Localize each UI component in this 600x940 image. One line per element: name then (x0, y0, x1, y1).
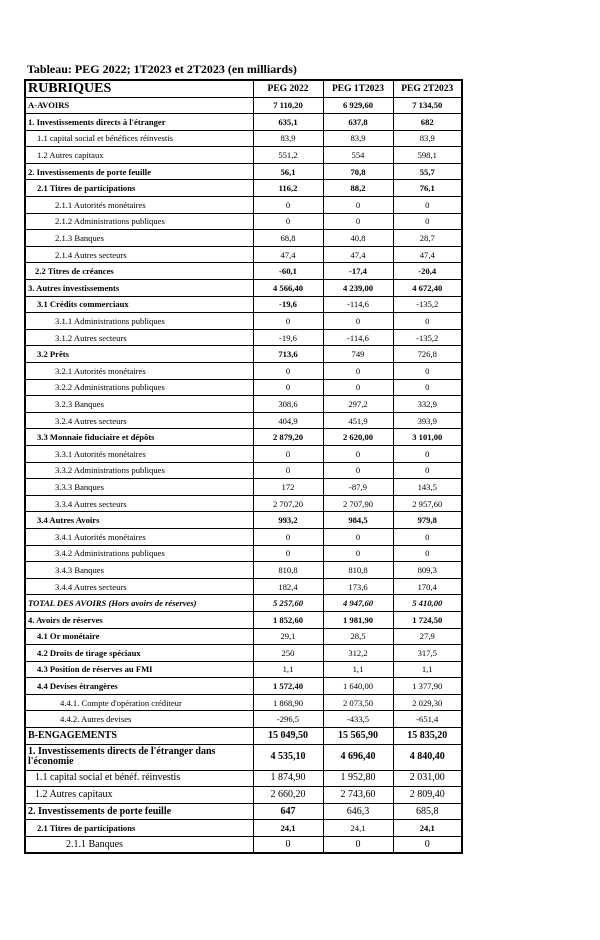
row-label: 2.1 Titres de participations (25, 180, 253, 197)
row-label: 4. Avoirs de réserves (25, 611, 253, 628)
table-row (25, 363, 462, 380)
value-peg-2022: 172 (253, 479, 323, 496)
row-label: 3.1 Crédits commerciaux (25, 296, 253, 313)
value-peg-1t2023: 637,8 (323, 114, 393, 131)
value-peg-2t2023: 979,8 (393, 512, 462, 529)
table-row (25, 346, 462, 363)
table-row (25, 429, 462, 446)
table-row (25, 562, 462, 579)
value-peg-2t2023: 0 (393, 528, 462, 545)
table-caption: Tableau: PEG 2022; 1T2023 et 2T2023 (en milliards) (27, 62, 297, 76)
value-peg-2t2023: 332,9 (393, 396, 462, 413)
value-peg-2t2023: 1 724,50 (393, 611, 462, 628)
value-peg-2022: -19,6 (253, 329, 323, 346)
value-peg-2022: 0 (253, 313, 323, 330)
value-peg-1t2023: 70,8 (323, 163, 393, 180)
table-row (25, 661, 462, 678)
table-row (25, 495, 462, 512)
value-peg-2022: 1 874,90 (253, 770, 323, 787)
value-peg-1t2023: 297,2 (323, 396, 393, 413)
value-peg-2022: 4 535,10 (253, 744, 323, 770)
value-peg-2022: 250 (253, 645, 323, 662)
table-row (25, 263, 462, 280)
value-peg-2022: 635,1 (253, 114, 323, 131)
value-peg-1t2023: 2 073,50 (323, 694, 393, 711)
value-peg-2022: 0 (253, 363, 323, 380)
table-row (25, 694, 462, 711)
row-label: 2.1.3 Banques (25, 230, 253, 247)
value-peg-2022: 0 (253, 213, 323, 230)
row-label: 2. Investissements de porte feuille (25, 803, 253, 820)
table-row (25, 628, 462, 645)
row-label: 4.4 Devises étrangères (25, 678, 253, 695)
value-peg-1t2023: 6 929,60 (323, 97, 393, 114)
value-peg-1t2023: -17,4 (323, 263, 393, 280)
table-row (25, 545, 462, 562)
value-peg-1t2023: 0 (323, 837, 393, 854)
value-peg-2022: 404,9 (253, 412, 323, 429)
table-row (25, 114, 462, 131)
value-peg-2t2023: -651,4 (393, 711, 462, 728)
table-body (25, 97, 462, 853)
value-peg-2022: 993,2 (253, 512, 323, 529)
value-peg-2022: 0 (253, 445, 323, 462)
row-label: 2. Investissements de porte feuille (25, 163, 253, 180)
value-peg-1t2023: 0 (323, 379, 393, 396)
value-peg-2t2023: 0 (393, 363, 462, 380)
row-label: 3. Autres investissements (25, 280, 253, 297)
value-peg-2022: 29,1 (253, 628, 323, 645)
header-peg-2t2023: PEG 2T2023 (393, 80, 462, 97)
value-peg-2t2023: 0 (393, 445, 462, 462)
value-peg-2t2023: 2 809,40 (393, 787, 462, 804)
value-peg-2022: 47,4 (253, 246, 323, 263)
value-peg-2t2023: -135,2 (393, 329, 462, 346)
value-peg-2t2023: 317,5 (393, 645, 462, 662)
value-peg-1t2023: 0 (323, 363, 393, 380)
value-peg-2t2023: 27,9 (393, 628, 462, 645)
row-label: 2.2 Titres de créances (25, 263, 253, 280)
value-peg-2022: 2 707,20 (253, 495, 323, 512)
value-peg-2022: 0 (253, 545, 323, 562)
value-peg-2022: 83,9 (253, 130, 323, 147)
value-peg-2t2023: 0 (393, 313, 462, 330)
value-peg-1t2023: 984,5 (323, 512, 393, 529)
value-peg-1t2023: 1 981,90 (323, 611, 393, 628)
value-peg-2t2023: 47,4 (393, 246, 462, 263)
peg-table (24, 79, 463, 854)
table-row (25, 180, 462, 197)
table-row (25, 246, 462, 263)
table-row (25, 213, 462, 230)
table-row (25, 379, 462, 396)
value-peg-1t2023: 1 640,00 (323, 678, 393, 695)
row-label: 2.1.1 Banques (25, 837, 253, 854)
value-peg-1t2023: 24,1 (323, 820, 393, 837)
value-peg-1t2023: 15 565,90 (323, 728, 393, 745)
value-peg-1t2023: 2 620,00 (323, 429, 393, 446)
table-row (25, 130, 462, 147)
row-label: 4.2 Droits de tirage spéciaux (25, 645, 253, 662)
value-peg-2t2023: 0 (393, 197, 462, 214)
value-peg-2t2023: -135,2 (393, 296, 462, 313)
value-peg-2t2023: 2 031,00 (393, 770, 462, 787)
value-peg-2022: 0 (253, 462, 323, 479)
value-peg-2t2023: 0 (393, 379, 462, 396)
value-peg-2022: 5 257,60 (253, 595, 323, 612)
table-row (25, 462, 462, 479)
value-peg-2t2023: 5 410,00 (393, 595, 462, 612)
row-label: 3.1.2 Autres secteurs (25, 329, 253, 346)
value-peg-2022: 308,6 (253, 396, 323, 413)
value-peg-2t2023: 2 029,30 (393, 694, 462, 711)
value-peg-1t2023: 4 947,60 (323, 595, 393, 612)
value-peg-1t2023: 0 (323, 445, 393, 462)
value-peg-1t2023: 1 952,80 (323, 770, 393, 787)
value-peg-1t2023: 1,1 (323, 661, 393, 678)
value-peg-1t2023: 2 743,60 (323, 787, 393, 804)
value-peg-1t2023: -433,5 (323, 711, 393, 728)
row-label: 3.2.4 Autres secteurs (25, 412, 253, 429)
value-peg-2t2023: 726,8 (393, 346, 462, 363)
table-row (25, 412, 462, 429)
value-peg-2t2023: 143,5 (393, 479, 462, 496)
row-label: 4.3 Position de réserves au FMI (25, 661, 253, 678)
value-peg-2022: 810,8 (253, 562, 323, 579)
table-row (25, 163, 462, 180)
value-peg-2022: 1 572,40 (253, 678, 323, 695)
value-peg-2t2023: 170,4 (393, 578, 462, 595)
table-row (25, 528, 462, 545)
value-peg-1t2023: 0 (323, 528, 393, 545)
value-peg-1t2023: 28,5 (323, 628, 393, 645)
value-peg-1t2023: -87,9 (323, 479, 393, 496)
header-rubriques: RUBRIQUES (25, 80, 253, 97)
row-label: 4.4.2. Autres devises (25, 711, 253, 728)
value-peg-1t2023: -114,6 (323, 329, 393, 346)
value-peg-1t2023: 4 696,40 (323, 744, 393, 770)
value-peg-2t2023: 24,1 (393, 820, 462, 837)
table-row (25, 97, 462, 114)
table-row (25, 147, 462, 164)
value-peg-1t2023: 0 (323, 545, 393, 562)
value-peg-2022: -60,1 (253, 263, 323, 280)
value-peg-1t2023: 646,3 (323, 803, 393, 820)
row-label: 3.2.1 Autorités monétaires (25, 363, 253, 380)
table-row (25, 820, 462, 837)
value-peg-2022: 713,6 (253, 346, 323, 363)
value-peg-1t2023: 47,4 (323, 246, 393, 263)
value-peg-2022: 1 868,90 (253, 694, 323, 711)
value-peg-2022: 1 852,60 (253, 611, 323, 628)
value-peg-2022: 0 (253, 837, 323, 854)
table-row (25, 296, 462, 313)
value-peg-1t2023: 0 (323, 213, 393, 230)
value-peg-2t2023: 685,8 (393, 803, 462, 820)
row-label: 3.4.3 Banques (25, 562, 253, 579)
table-row (25, 396, 462, 413)
value-peg-1t2023: 0 (323, 197, 393, 214)
row-label: 3.3.3 Banques (25, 479, 253, 496)
row-label: 1.2 Autres capitaux (25, 147, 253, 164)
value-peg-2t2023: 0 (393, 837, 462, 854)
table-row (25, 728, 462, 745)
row-label: 1.2 Autres capitaux (25, 787, 253, 804)
value-peg-2t2023: 809,3 (393, 562, 462, 579)
value-peg-2022: 1,1 (253, 661, 323, 678)
value-peg-1t2023: 88,2 (323, 180, 393, 197)
value-peg-2022: 15 049,50 (253, 728, 323, 745)
value-peg-2022: -19,6 (253, 296, 323, 313)
value-peg-2t2023: 0 (393, 213, 462, 230)
value-peg-1t2023: 2 707,90 (323, 495, 393, 512)
value-peg-2022: 647 (253, 803, 323, 820)
table-row (25, 837, 462, 854)
table-row (25, 578, 462, 595)
table-row (25, 787, 462, 804)
value-peg-1t2023: 173,6 (323, 578, 393, 595)
row-label: 3.4.2 Administrations publiques (25, 545, 253, 562)
table-row (25, 197, 462, 214)
row-label: 1.1 capital social et bénéf. réinvestis (25, 770, 253, 787)
table-row (25, 645, 462, 662)
table-row (25, 803, 462, 820)
value-peg-2022: 0 (253, 197, 323, 214)
value-peg-2t2023: 28,7 (393, 230, 462, 247)
table-row (25, 313, 462, 330)
value-peg-2022: 56,1 (253, 163, 323, 180)
row-label: 3.3.2 Administrations publiques (25, 462, 253, 479)
table-row (25, 329, 462, 346)
row-label: 3.4.4 Autres secteurs (25, 578, 253, 595)
row-label: 2.1.1 Autorités monétaires (25, 197, 253, 214)
table-row (25, 280, 462, 297)
table-row (25, 744, 462, 770)
row-label: 3.4 Autres Avoirs (25, 512, 253, 529)
value-peg-2t2023: 55,7 (393, 163, 462, 180)
table-row (25, 611, 462, 628)
row-label: 3.4.1 Autorités monétaires (25, 528, 253, 545)
value-peg-1t2023: 810,8 (323, 562, 393, 579)
table-row (25, 711, 462, 728)
value-peg-2022: 68,8 (253, 230, 323, 247)
value-peg-1t2023: 554 (323, 147, 393, 164)
value-peg-1t2023: 0 (323, 313, 393, 330)
header-peg-2022: PEG 2022 (253, 80, 323, 97)
value-peg-1t2023: 83,9 (323, 130, 393, 147)
value-peg-2022: 0 (253, 528, 323, 545)
value-peg-2t2023: 682 (393, 114, 462, 131)
row-label: TOTAL DES AVOIRS (Hors avoirs de réserves) (25, 595, 253, 612)
value-peg-2022: 24,1 (253, 820, 323, 837)
value-peg-1t2023: 40,8 (323, 230, 393, 247)
row-label: 1.1 capital social et bénéfices réinvestis (25, 130, 253, 147)
value-peg-1t2023: 749 (323, 346, 393, 363)
value-peg-2t2023: 4 672,40 (393, 280, 462, 297)
row-label: 3.1.1 Administrations publiques (25, 313, 253, 330)
row-label: 3.2.2 Administrations publiques (25, 379, 253, 396)
value-peg-2t2023: 4 840,40 (393, 744, 462, 770)
row-label: 3.3.1 Autorités monétaires (25, 445, 253, 462)
table-row (25, 678, 462, 695)
value-peg-2022: -296,5 (253, 711, 323, 728)
value-peg-2t2023: 1 377,90 (393, 678, 462, 695)
value-peg-2022: 0 (253, 379, 323, 396)
value-peg-2022: 551,2 (253, 147, 323, 164)
value-peg-2t2023: 3 101,00 (393, 429, 462, 446)
row-label: B-ENGAGEMENTS (25, 728, 253, 745)
value-peg-2t2023: 2 957,60 (393, 495, 462, 512)
row-label: 3.2 Prêts (25, 346, 253, 363)
value-peg-2022: 7 110,20 (253, 97, 323, 114)
row-label: 4.1 Or monétaire (25, 628, 253, 645)
table-row (25, 230, 462, 247)
row-label: 3.3 Monnaie fiduciaire et dépôts (25, 429, 253, 446)
value-peg-2t2023: 7 134,50 (393, 97, 462, 114)
table-row (25, 512, 462, 529)
value-peg-2022: 2 879,20 (253, 429, 323, 446)
row-label: 3.2.3 Banques (25, 396, 253, 413)
value-peg-2022: 182,4 (253, 578, 323, 595)
value-peg-2022: 4 566,40 (253, 280, 323, 297)
value-peg-2022: 116,2 (253, 180, 323, 197)
value-peg-1t2023: 451,9 (323, 412, 393, 429)
header-peg-1t2023: PEG 1T2023 (323, 80, 393, 97)
value-peg-2t2023: 0 (393, 545, 462, 562)
value-peg-2t2023: 15 835,20 (393, 728, 462, 745)
value-peg-2t2023: -20,4 (393, 263, 462, 280)
row-label: 4.4.1. Compte d'opération créditeur (25, 694, 253, 711)
value-peg-2t2023: 1,1 (393, 661, 462, 678)
value-peg-2t2023: 393,9 (393, 412, 462, 429)
row-label: 2.1 Titres de participations (25, 820, 253, 837)
table-header-row (25, 80, 462, 97)
row-label: 2.1.2 Administrations publiques (25, 213, 253, 230)
row-label: 3.3.4 Autres secteurs (25, 495, 253, 512)
value-peg-2t2023: 76,1 (393, 180, 462, 197)
row-label: A-AVOIRS (25, 97, 253, 114)
value-peg-1t2023: 312,2 (323, 645, 393, 662)
row-label: 1. Investissements directs à l'étranger (25, 114, 253, 131)
row-label: 1. Investissements directs de l'étranger dans l'économie (25, 744, 253, 770)
row-label: 2.1.4 Autres secteurs (25, 246, 253, 263)
value-peg-2022: 2 660,20 (253, 787, 323, 804)
value-peg-1t2023: -114,6 (323, 296, 393, 313)
table-row (25, 770, 462, 787)
table-row (25, 445, 462, 462)
value-peg-2t2023: 0 (393, 462, 462, 479)
table-row (25, 595, 462, 612)
table-row (25, 479, 462, 496)
value-peg-2t2023: 83,9 (393, 130, 462, 147)
value-peg-1t2023: 4 239,00 (323, 280, 393, 297)
value-peg-2t2023: 598,1 (393, 147, 462, 164)
value-peg-1t2023: 0 (323, 462, 393, 479)
